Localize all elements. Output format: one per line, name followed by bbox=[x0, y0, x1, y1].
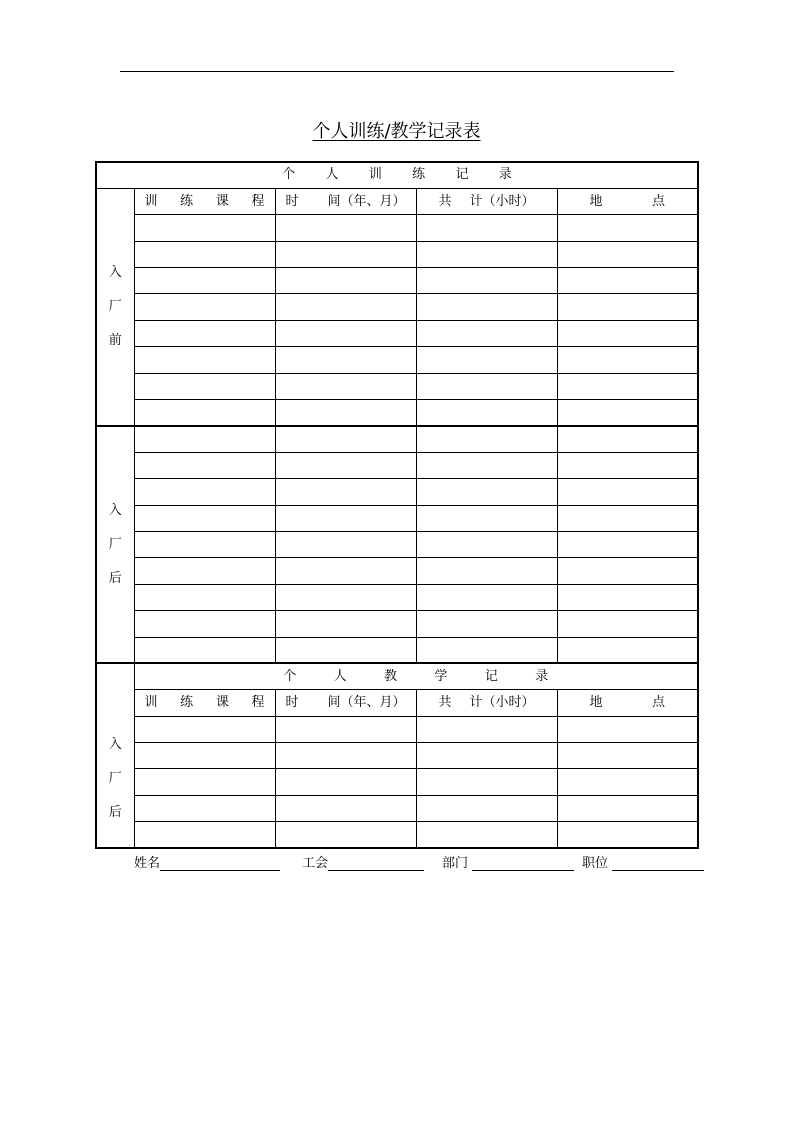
location-cell[interactable] bbox=[557, 584, 698, 610]
section-label-after-entry: 入 厂 后 bbox=[96, 426, 134, 664]
time-cell[interactable] bbox=[275, 320, 416, 346]
training-after-row bbox=[96, 584, 698, 610]
column-header-time: 时 间（年、月） bbox=[275, 188, 416, 214]
time-cell[interactable] bbox=[275, 558, 416, 584]
position-label: 职位 bbox=[582, 856, 609, 871]
column-header-location: 地 点 bbox=[557, 690, 698, 716]
training-after-row bbox=[96, 479, 698, 505]
time-cell[interactable] bbox=[275, 584, 416, 610]
total-cell[interactable] bbox=[416, 347, 557, 373]
time-cell[interactable] bbox=[275, 294, 416, 320]
course-cell[interactable] bbox=[134, 215, 275, 241]
location-cell[interactable] bbox=[557, 479, 698, 505]
course-cell[interactable] bbox=[134, 400, 275, 426]
union-input-line[interactable] bbox=[328, 856, 424, 871]
total-cell[interactable] bbox=[416, 373, 557, 399]
department-input-line[interactable] bbox=[472, 856, 574, 871]
total-cell[interactable] bbox=[416, 584, 557, 610]
training-before-row bbox=[96, 347, 698, 373]
training-before-row bbox=[96, 268, 698, 294]
time-cell[interactable] bbox=[275, 373, 416, 399]
column-header-course: 训 练 课 程 bbox=[134, 690, 275, 716]
location-cell[interactable] bbox=[557, 505, 698, 531]
course-cell[interactable] bbox=[134, 241, 275, 267]
department-label: 部门 bbox=[442, 856, 469, 871]
location-cell[interactable] bbox=[557, 294, 698, 320]
course-cell[interactable] bbox=[134, 268, 275, 294]
teaching-row bbox=[96, 822, 698, 848]
total-cell[interactable] bbox=[416, 294, 557, 320]
total-cell[interactable] bbox=[416, 426, 557, 452]
course-cell[interactable] bbox=[134, 452, 275, 478]
training-before-row bbox=[96, 320, 698, 346]
time-cell[interactable] bbox=[275, 479, 416, 505]
course-cell[interactable] bbox=[134, 320, 275, 346]
department-field bbox=[442, 852, 574, 871]
course-cell[interactable] bbox=[134, 479, 275, 505]
location-cell[interactable] bbox=[557, 795, 698, 821]
name-input-line[interactable] bbox=[160, 856, 280, 871]
course-cell[interactable] bbox=[134, 716, 275, 742]
training-before-row bbox=[96, 294, 698, 320]
column-header-total: 共 计（小时） bbox=[416, 188, 557, 214]
course-cell[interactable] bbox=[134, 558, 275, 584]
time-cell[interactable] bbox=[275, 769, 416, 795]
location-cell[interactable] bbox=[557, 452, 698, 478]
location-cell[interactable] bbox=[557, 637, 698, 663]
total-cell[interactable] bbox=[416, 320, 557, 346]
total-cell[interactable] bbox=[416, 716, 557, 742]
total-cell[interactable] bbox=[416, 268, 557, 294]
training-before-row bbox=[96, 215, 698, 241]
location-cell[interactable] bbox=[557, 716, 698, 742]
document-title: 个人训练/教学记录表 bbox=[312, 121, 481, 142]
teaching-heading-row bbox=[96, 663, 698, 689]
position-input-line[interactable] bbox=[612, 856, 704, 871]
location-cell[interactable] bbox=[557, 611, 698, 637]
header-rule bbox=[120, 71, 674, 72]
position-field bbox=[582, 852, 704, 871]
total-cell[interactable] bbox=[416, 795, 557, 821]
training-after-row bbox=[96, 505, 698, 531]
total-cell[interactable] bbox=[416, 505, 557, 531]
location-cell[interactable] bbox=[557, 769, 698, 795]
course-cell[interactable] bbox=[134, 531, 275, 557]
name-field bbox=[134, 852, 280, 871]
time-cell[interactable] bbox=[275, 400, 416, 426]
location-cell[interactable] bbox=[557, 241, 698, 267]
location-cell[interactable] bbox=[557, 426, 698, 452]
course-cell[interactable] bbox=[134, 373, 275, 399]
course-cell[interactable] bbox=[134, 611, 275, 637]
column-header-location: 地 点 bbox=[557, 188, 698, 214]
total-cell[interactable] bbox=[416, 637, 557, 663]
location-cell[interactable] bbox=[557, 400, 698, 426]
total-cell[interactable] bbox=[416, 531, 557, 557]
training-after-row bbox=[96, 637, 698, 663]
course-cell[interactable] bbox=[134, 294, 275, 320]
training-after-row bbox=[96, 558, 698, 584]
location-cell[interactable] bbox=[557, 347, 698, 373]
teaching-row bbox=[96, 769, 698, 795]
training-after-row bbox=[96, 426, 698, 452]
teaching-column-header-row bbox=[96, 690, 698, 716]
time-cell[interactable] bbox=[275, 215, 416, 241]
training-before-row bbox=[96, 373, 698, 399]
course-cell[interactable] bbox=[134, 743, 275, 769]
location-cell[interactable] bbox=[557, 268, 698, 294]
time-cell[interactable] bbox=[275, 426, 416, 452]
union-label: 工会 bbox=[302, 856, 329, 871]
union-field bbox=[302, 852, 424, 871]
training-column-header-row bbox=[96, 188, 698, 214]
total-cell[interactable] bbox=[416, 558, 557, 584]
location-cell[interactable] bbox=[557, 215, 698, 241]
time-cell[interactable] bbox=[275, 795, 416, 821]
column-header-total: 共 计（小时） bbox=[416, 690, 557, 716]
time-cell[interactable] bbox=[275, 822, 416, 848]
total-cell[interactable] bbox=[416, 241, 557, 267]
total-cell[interactable] bbox=[416, 743, 557, 769]
record-form-table bbox=[95, 161, 699, 849]
location-cell[interactable] bbox=[557, 373, 698, 399]
course-cell[interactable] bbox=[134, 637, 275, 663]
total-cell[interactable] bbox=[416, 479, 557, 505]
course-cell[interactable] bbox=[134, 795, 275, 821]
column-header-course: 训 练 课 程 bbox=[134, 188, 275, 214]
location-cell[interactable] bbox=[557, 743, 698, 769]
time-cell[interactable] bbox=[275, 743, 416, 769]
time-cell[interactable] bbox=[275, 716, 416, 742]
time-cell[interactable] bbox=[275, 611, 416, 637]
total-cell[interactable] bbox=[416, 400, 557, 426]
column-header-time: 时 间（年、月） bbox=[275, 690, 416, 716]
training-after-row bbox=[96, 452, 698, 478]
section-label-before-entry: 入 厂 前 bbox=[96, 188, 134, 426]
location-cell[interactable] bbox=[557, 320, 698, 346]
total-cell[interactable] bbox=[416, 611, 557, 637]
total-cell[interactable] bbox=[416, 452, 557, 478]
time-cell[interactable] bbox=[275, 505, 416, 531]
time-cell[interactable] bbox=[275, 637, 416, 663]
time-cell[interactable] bbox=[275, 347, 416, 373]
location-cell[interactable] bbox=[557, 531, 698, 557]
time-cell[interactable] bbox=[275, 268, 416, 294]
course-cell[interactable] bbox=[134, 347, 275, 373]
total-cell[interactable] bbox=[416, 769, 557, 795]
teaching-row bbox=[96, 743, 698, 769]
teaching-row bbox=[96, 716, 698, 742]
section-label-teaching-after-entry: 入 厂 后 bbox=[96, 663, 134, 848]
training-heading-row bbox=[96, 162, 698, 188]
signature-footer bbox=[134, 852, 734, 872]
teaching-row bbox=[96, 795, 698, 821]
location-cell[interactable] bbox=[557, 558, 698, 584]
total-cell[interactable] bbox=[416, 822, 557, 848]
training-before-row bbox=[96, 241, 698, 267]
name-label: 姓名 bbox=[134, 856, 161, 871]
training-heading: 个 人 训 练 记 录 bbox=[96, 162, 698, 188]
course-cell[interactable] bbox=[134, 769, 275, 795]
location-cell[interactable] bbox=[557, 822, 698, 848]
teaching-heading: 个 人 教 学 记 录 bbox=[134, 663, 698, 689]
training-after-row bbox=[96, 611, 698, 637]
time-cell[interactable] bbox=[275, 531, 416, 557]
total-cell[interactable] bbox=[416, 215, 557, 241]
course-cell[interactable] bbox=[134, 822, 275, 848]
training-after-row bbox=[96, 531, 698, 557]
course-cell[interactable] bbox=[134, 426, 275, 452]
time-cell[interactable] bbox=[275, 452, 416, 478]
time-cell[interactable] bbox=[275, 241, 416, 267]
course-cell[interactable] bbox=[134, 505, 275, 531]
training-before-row bbox=[96, 400, 698, 426]
course-cell[interactable] bbox=[134, 584, 275, 610]
